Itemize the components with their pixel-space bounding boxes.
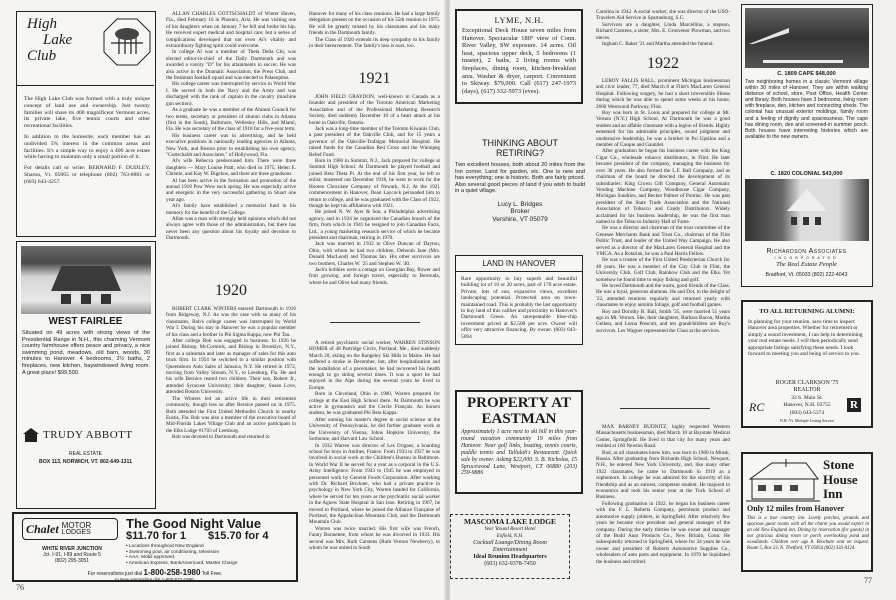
land-in-hanover-ad [455, 255, 583, 345]
chalet-features [126, 544, 238, 566]
retiring-broker-name: Lucy L. Bridges [497, 200, 543, 208]
west-fairlee-title: WEST FAIRLEE [48, 316, 123, 327]
mascoma-lake-lodge-ad: MASCOMA LAKE LODGE Year 'Round Resort Hotel Enfield, N.H. Cocktail Lounge/Dining Room Entertainment Ideal Reunion Headquarters (603) 632-9378-7450 [450, 514, 570, 579]
hlc-title-3: Club [27, 48, 57, 64]
chalet-nh-line: In New Hampshire dial 1-800-572-1880. [115, 577, 195, 582]
chalet-phone: (802) 295-3051 [54, 558, 90, 564]
hlc-para-3: For details call or write: BERNARD F. DUDLEY, Sharon, Vt. 05065 or telephone (802) 763-8801 or (603) 643-4257. [24, 165, 150, 185]
retiring-ad [455, 138, 585, 223]
obit-column-1b: ROBERT CLARK WINTERS entered Dartmouth in 1916 from Ridgeway, N.J. As was the case with so many of his classmates, Bob's college career was interrupted by World War I. During his stay in Hanover he was a popular member of his class and a brother in Phi Sigma Kappa, now Phi Tau. After college Bob was engaged in business. In 1926 he joined Bishop, McCormick, and Bishop in Brooklyn, N.Y., first as a salesman and later as manager of sales for this auto truck firm. In 1954 he switched to a similar position with Queensboro Auto Sales of Jamaica, N.Y. He retired in 1972, moving from Valley Stream, N.Y., to Leesburg, Fla. He and his wife Bernice reared two children. Their son, Robert Jr., attended Syracuse University; their daughter, Susan Love, attended Boston University. The Winters led an active life in their retirement community, though less so after Bernice passed on in 1975. Both attended the First United Methodist Church in nearby Eustis, Fla. Bob was also a member of the executive board of Mid-Florida Lakes Village Club and an active participant in the Elks Lodge #1703 of Leesburg. Bob was devoted to Dartmouth and returned to [166, 306, 296, 441]
year-heading-1922: 1922 [647, 55, 679, 72]
eastman-title-1: PROPERTY AT [466, 395, 572, 411]
rc-monogram-icon: RC [749, 400, 765, 414]
retiring-broker-place: Vershire, VT 05079 [492, 215, 548, 223]
richardson-body: Two neighboring homes in a classic Vermont village within 30 miles of Hanover. They are within walking distance of school, store, Post Office, Health Center and library. Both houses have 3 bedrooms, living room with fireplace, den, kitchen and connecting sheds. The colonial has unusual exterior moldings, family room and a feeling of dignity and spaciousness. The cape has dining room, den and screened-in summer porch. Both houses have interesting histories which are available to the new owners. [745, 79, 868, 140]
chalet-feature: • Locations throughout New England [126, 544, 204, 549]
mascoma-title: MASCOMA LAKE LODGE [463, 517, 557, 526]
eastman-title-2: EASTMAN [481, 411, 557, 427]
chalet-location: WHITE RIVER JUNCTION [42, 546, 102, 552]
clarkson-name: ROGER CLARKSON '75 [775, 380, 839, 386]
stone-house-subtitle: Only 12 miles from Hanover [747, 504, 845, 513]
inn-sketch-icon [746, 457, 820, 503]
lyme-nh-ad [455, 9, 583, 104]
chalet-price-4: $15.70 for 4 [208, 530, 269, 542]
obit-column-2b: JOHN FIELD GRAYDON, well-known in Canada as a founder and president of the Toronto American Marketing Association and of the Professional Marketing Research Society, died suddenly December 10 of a heart attack at his home in Oakville, Ontario. Jack was a long-time member of the Toronto Kiwanis Club, a past president of the Oakville Club, and for 15 years a governor of the Oakville-Trafalgar Memorial Hospital. He raised funds for the Canadian Red Cross and the Winnipeg Relief Fund. Born in 1900 in Summit, N.J., Jack prepared for college at Summit High School. At Dartmouth he played football and joined Beta Theta Pi. At the end of his first year, he left to enlist; mustered out December 1918, he went to work for the Hooten Chocolate Company of Newark, N.J. At the 1921 commencement in Hanover, Dean Laycock persuaded him to return to college, and he was graduated with the Class of 1922, though he kept his affiliations with 1921. He joined N. W. Ayer & Son, a Philadelphia advertising agency, and in 1934 he organized the Canadian branch of the firm, from which in 1941 he resigned to join Canadian Facts, Ltd., a young marketing research service of which he became president and chairman, retiring in 1970. Jack was married in 1932 to Olive Duncan of Dayton, Ohio, with whom he had two children, Deborah Jane (Mrs. Donald MacLeod) and Thomas Ian. His other survivors are two brothers, Charles W. '25 and Stephen W. '40. Jack's hobbies were a cottage on Georgian Bay, flower and fruit growing, and foreign travel, especially to Bermuda, where he and Olive had many friends. [309, 94, 440, 286]
chalet-motor-lodges-ad [12, 512, 298, 582]
clarkson-role: REALTOR [793, 387, 821, 394]
mascoma-phone: (603) 632-9378-7450 [484, 561, 536, 567]
clarkson-title: TO ALL RETURNING ALUMNI: [759, 308, 855, 315]
hlc-title-1: High [27, 16, 57, 32]
hlc-para-2: In addition to the homesite, each member has an undivided 5% interest in the common areas and facilities. It's a simple way to enjoy a 400 acre estate while having to maintain only a small portion of it. [24, 133, 150, 161]
roger-clarkson-ad [741, 300, 873, 428]
clarkson-street: 33 S. Main St. [791, 394, 823, 401]
clarkson-phone: (603) 643-5374 [789, 409, 825, 416]
house-icon [23, 428, 39, 442]
hlc-title-2: Lake [43, 32, 73, 48]
right-page [450, 0, 896, 600]
high-lake-club-ad [16, 11, 156, 237]
colonial-caption: C. 1820 COLONIAL $43,000 [770, 171, 843, 177]
richardson-associates-ad [741, 4, 873, 287]
chalet-logo: Chalet MOTOR LODGES [22, 518, 118, 540]
obit-column-3c: MAX BARNEY BUDNITZ, highly respected Western Massachusetts businessman, died March 10 at Baystate Medical Center, Springfield. He lived in that city for many years and resided at 160 Newton Road. Bud, as all classmates knew him, was born in 1900 in Minsk, Russia. After graduating from Richards High School, Newport, N.H., he entered New York University, and, like many other 1922 classmates, he came to Dartmouth in 1919 as a sophomore. In college he was admired for the sincerity of his friendship and as an earnest, competent student. He majored in economics and took his senior year at the Tuck School of Business. Following graduation in 1922, he began his business career with the F. L. Roberts Company, petroleum product and automotive supply jobbers, in Springfield. After relatively few years he became vice president and general manager of the company. During the early thirties he was owner and manager of the Budd Auto Products Co., New Britain, Conn. He subsequently returned to Springfield, where for 34 years he was owner and president of Roberts Automotive Supplies Co., wholesalers of auto parts and equipment. In 1970 he liquidated the business and retired. [596, 424, 730, 565]
clarkson-mls: N.H.-Vt. Multiple Listing Service [779, 418, 835, 424]
west-fairlee-body: Situated on 49 acres with strong views of the Presidential Range in N.H., this charming Vermont country farmhouse offers peace and privacy, a nice swimming pond, meadows, old barn, woods, 30 minutes to Hanover. 4 bedrooms, 2½ baths, 2 fireplaces, new kitchen, baywindowed living room. A great place! $99,500. [22, 330, 150, 376]
chalet-junction: Jct. I-91, I-89 and Route 5 [43, 552, 101, 558]
section-divider [330, 322, 420, 323]
land-title: LAND IN HANOVER [456, 259, 582, 272]
stone-house-title-1: Stone [823, 457, 855, 472]
obit-column-3b: LEROY FALLIS BALL, prominent Michigan businessman and civic leader, 77, died March 8 at Flint's MacLaren General Hospital. Following surgery, he had a short irreversible illness during which he was able to spend some weeks at his home, 2660 Westwood Parkway, Flint. Roy was born in St. Louis and prepared for college at Mt. Vernon (N.Y.) High School. At Dartmouth he was a good student and an affable classmate with a legion of friends. Highly esteemed for his admirable principles, sound judgment and unobtrusive leadership, he was a brother in Psi Upsilon and a member of Casque and Gauntlet. After graduation he began his business career with the King Cigar Co., wholesale tobacco distributors, in Flint. He later became president of the company, managing the business for over 30 years. He also formed the L.F. Ball Company, and as chairman of the board he directed the development of its subsidiaries: King Crown Gift Company, General Automatic Vending Machine Company, Woodhouse Cigar Company, Michigan Sundries, and Becker Palmer of Pontiac. He was past president of the State Trade Association and the National Association of Tobacco and Candy Distributors. Widely acclaimed for his business leadership, he was the first man named to the Tobacco Industry Hall of Fame. He was a director and chairman of the trust committee of the Genesee Merchants Bank and Trust Co., chairman of the Flint Public Trust, and leader of the United Way Campaign. He also served as a director of the MacLaren General Hospital and the YMCA. As a Rotarian, he was a Paul Harris Fellow. He was a trustee of the First United Presbyterian Church for 40 years. He was a member of the City Club in Flint, the University Club, Golf Club, Rainbow Club and the Elks. Yet somehow he found time to enjoy fishing and golf. He loved Dartmouth and the warm, good friends of the Class. He was a loyal, generous alumnus. He and Dot, to the delight of '22, attended reunions regularly and returned yearly with classmates to enjoy autumn foliage, golf and football games. Roy and Dorothy B. Ball, Smith '25, were married 51 years ago in Mt. Vernon. She, their daughters, Barbara Bacon, Martha Geiken, and Lorna Prescott, and ten grandchildren are Roy's survivors. Les Wagner represented the Class at the services. [596, 78, 730, 334]
chalet-feature: • AAA, Mobil approved. [126, 555, 176, 561]
stone-house-title-3: Inn [823, 486, 843, 501]
obit-column-3: Carolina in 1942. A social worker, she was director of the USO-Travelers Aid Service in Spartanburg, S.C. Survivors are a daughter, Linda Marcellino, a stepson, Richard Carstens, a sister, Mrs. E. Grosvenor Plowman, and two nieces. Ingham C. Baker '21 and Martha attended the funeral. [596, 9, 730, 48]
richardson-tagline: The Real Estate People [776, 261, 837, 268]
lyme-body: Exceptional Deck House seven miles from Hanover. Spectacular 180° view of Conn. River Valley, SW exposure. 14 acres. Oil heat, spacious upper deck, 5 bedrooms (1 master), 2 baths, 2 living rooms with fireplaces, dining room, kitchen-breakfast area. Washer & dryer, carport. Convenient to Skiway. $79,000. Call (617) 247-1973 (days), (617) 332-5973 (eves). [462, 27, 576, 95]
chalet-price-1: $11.70 for 1 [126, 530, 186, 542]
year-heading-1921: 1921 [358, 70, 391, 87]
year-heading-1920: 1920 [215, 282, 247, 299]
trudy-abbott-sub: REAL ESTATE [69, 451, 102, 457]
page-number-right: 77 [864, 576, 872, 585]
chalet-feature: • American Express, BankAmericard, Master Charge [126, 560, 238, 566]
section-divider [620, 408, 710, 409]
realtor-logo-icon: R [847, 398, 861, 412]
hlc-para-1: The High Lake Club was formed with a truly unique concept of land use and ownership. Just twenty families will share its 400 magnificent Vermont acres, its private lake, five tennis courts and other recreational facilities. [24, 96, 150, 130]
trudy-abbott-address: BOX 113, NORWICH, VT. 802-649-1311 [38, 459, 133, 465]
clarkson-body: In planning for your reunion, save time to inspect Hanover area properties. Whether for retirement or simply a sound investment, I can help in determining your real estate needs. I will then periodically send appropriate listings satisfying these needs. I look forward to meeting you and being of service to you. [748, 319, 863, 358]
eastman-property-ad [455, 390, 583, 494]
stone-house-inn-ad [741, 452, 873, 572]
farmhouse-photo [21, 246, 151, 314]
clarkson-city: Hanover, N.H. 03755 [783, 402, 831, 409]
retiring-broker-role: Broker [510, 208, 530, 216]
stone-house-body: This is a true country inn. Lovely porches, grounds and spacious guest rooms with all the charm you would expect in an old New England inn. Dining by reservation (for guests) in our gracious dining room or porch overlooking pond and woodlands. Children over age 8. Brochure sent on request. Route 5, Box 23, N. Thetford, VT 05054 (802) 333-9124. [747, 516, 869, 551]
colonial-house-photo [745, 179, 869, 241]
west-fairlee-ad [16, 241, 156, 509]
eastman-body: Approximately 1 acre next to ski hill in this year-round vacation community 19 miles from Hanover. Near golf links, boating, tennis courts, paddle tennis and Tallulah's Restaurant. Quick sale by owner. Asking $22,000. S. B. Nicholas, 15 Sprucewood Lane, Westport, CT 06880 (203) 259-9886 [461, 429, 577, 477]
stone-house-title-2: House [823, 471, 858, 487]
obit-column-1: ALLAN CHARLES GOTTSCHALDT of Winter Haven, Fla., died February 16 in Phoenix, Ariz. He was visiting one of his daughters when on January 7 he fell and broke his hip. He received expert medical and hospital care; but a series of complications developed that not even Al's vitality and extraordinary fighting spirit could overcome. In college Al was a member of Theta Delta Chi, was elected editor-in-chief of the Daily Dartmouth and was awarded a varsity "D" for his attainments in soccer. He was also active in the Dramatic Association, the Press Club, and the freshman football squad and was elected to Palaeopitus. His college career was interrupted by service in World War I. He served in both the Navy and the Army and was discharged with the rank of captain in the cavalry (machine gun section). As a graduate he was a member of the Alumni Council for two terms, secretary or president of alumni clubs in Atlanta (first in the South), Baltimore, Wellesley Hills, and Miami, Fla. He was secretary of the class of 1918 for a five-year term. His business career was in advertising, and he held executive positions in nationally leading agencies in Atlanta, New York, and Boston prior to establishing his own agency, "Gottschaldt and Associates," of Hollywood, Fla. Al's wife Rebecca predeceased him. There were three daughters — Mary Louise Pratt, who died in 1975, Helen E. Christie, and Kay W. Bigelow, and there are three grandsons. Al has been active in the formation and promotion of the annual 1918 Pow Wow each spring. He was especially active and energetic in the very successful gathering in Stuart one year ago. Al's family have established a memorial fund in his memory for the benefit of the College. Allan was a man with strongly held opinions which did not always agree with those of the administration, but there has never been any question about his loyalty and devotion to Dartmouth. [166, 11, 296, 242]
obit-column-2c: A retired psychiatric social worker, WARREN STINSON HOMER of 48 Partridge Circle, Portland, Me., died suddenly March 20, skiing on the Rangeley Ski Hills in Maine. He had suffered a stroke in December, but, after hospitalization and the installation of a pacemaker, he had recovered his health enough to go skiing several times. It was a sport he had enjoyed in the Alps during the several years he lived in Europe. Born in Cleveland, Ohio in 1900, Warren prepared for college at the East High School there. At Dartmouth he was active in gymnastics and the Cercle Français. An honors student, he was graduated Phi Beta Kappa. After earning his master's degree in social science at the University of Pennsylvania, he did further graduate work at the University of Vienna, Johns Hopkins University, the Sorbonne, and Harvard Law School. In 1932 Warren was director of Les Origans, a boarding school for boys in Antibes, France. From 1933 to 1937 he was involved in social work at the Children's Bureau in Baltimore. In World War II he served for a year as a corporal in the U.S. Army Intelligence. From 1943 to 1945 he was employed in personnel work by General Foods Corporation. After working with Dr. Richard Brickner, who had a private practice in psychology in New York City, Warren headed for California, where he served for ten years as the psychiatric social worker in the Agnew State Hospital in San Jose. Retiring in 1967, he moved to Portland, where he joined the Alliance Française of Portland, the Appalachian Mountain Club, and the Dartmouth Mountain Club. Warren was twice married. His first wife was French, Fanny Bonnetete, from whom he was divorced in 1933. His second was Mrs. Ruth Carstens (Ruth Vernon Newberry), to whom he was united in South [309, 340, 440, 551]
lyme-title: LYME, N.H. [494, 15, 544, 25]
chalet-headline: The Good Night Value [126, 516, 262, 531]
richardson-inc: INCORPORATED [774, 256, 839, 260]
land-body: Rare opportunity to buy superb and beautiful building lot of 10 or 20 acres, part of 170 acre estate. Private, lots of sun, expansive views, excellent landscaping potential. Protected area on town-maintained road. This is probably the last opportunity to buy land of this caliber and proximity to Hanover's Dartmouth Green. An unrepeatable blue-chip investment priced at $2,500 per acre. Owner will offer very attractive financing. By owner. (603) 643-5694 [461, 276, 577, 340]
richardson-firm: Richardson Associates [766, 248, 847, 255]
obit-column-2: Hanover for many of his class reunions. He had a large family delegation present on the occasion of his 55th reunion in 1975. He will be greatly missed by his classmates and his many friends in the Dartmouth family. The Class of 1920 extends its deep sympathy to his family in their bereavement. The family's loss is ours, too. [309, 11, 440, 50]
cape-house-photo [745, 8, 869, 68]
page-number-left: 76 [16, 583, 24, 592]
retiring-body: Two excellent houses, both about 20 miles from the Inn corner. Land for garden, etc. One is new and has everything; one is historic. Both are fairly priced. Also several good pieces of land if you wish to build in a quiet village. [455, 162, 585, 195]
cape-caption: C. 1809 CAPE $48,000 [777, 71, 836, 77]
chalet-reservations: For reservations just dial 1-800-258-1980 Toll Free. [87, 568, 223, 577]
trudy-abbott-logo: TRUDY ABBOTT [23, 428, 151, 442]
richardson-address: Bradford, Vt. 05033 (802) 222-4043 [765, 272, 848, 278]
tree-octagon-logo-icon [103, 18, 151, 66]
retiring-title: THINKING ABOUT RETIRING? [481, 138, 558, 158]
left-page [0, 0, 446, 600]
chalet-feature: • Swimming pool, air conditioning, television [126, 549, 220, 555]
